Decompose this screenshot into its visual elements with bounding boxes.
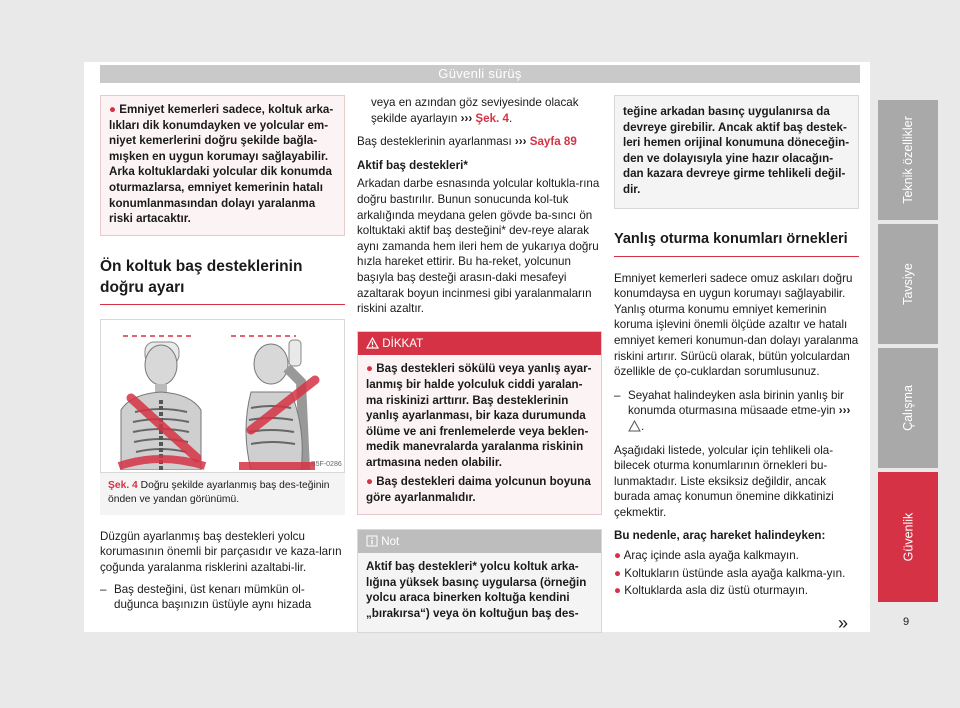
active-paragraph: Arkadan darbe esnasında yolcular koltukla-rına doğru bastırılır. Bunun sonucunda kol-tuk arkalığında meydana gelen gövde ba-sıncı ön koltuktaki aktif baş desteğini* dev-reye alarak aynı zamanda hem ileri hem de yukarıya doğru hızla hareket ettirir. Bu ha-reket, yolcunun başıyla baş desteği arasın-daki mesafeyi azaltarak boyun incinmesi gibi yaralanmaların riskini azaltır. bbox=[357, 177, 600, 316]
list-item: ● Araç içinde asla ayağa kalkmayın. bbox=[614, 549, 799, 563]
sidetab-teknik[interactable]: Teknik özellikler bbox=[878, 100, 938, 220]
figure-code: B5F-0286 bbox=[311, 460, 342, 468]
dash-item: – Seyahat halindeyken asla birinin yanlış bir konumda oturmasına müsaade etme-yin ››› . bbox=[614, 388, 859, 435]
note-header bbox=[358, 530, 601, 554]
headrest-illustration bbox=[101, 320, 344, 470]
figure-headrest bbox=[100, 319, 345, 473]
section-heading-2: Yanlış oturma konumları örnekleri bbox=[614, 229, 859, 257]
list-item: ● Koltuklarda asla diz üstü oturmayın. bbox=[614, 584, 808, 598]
caution-title: DİKKAT bbox=[382, 336, 424, 350]
sidetab-calisma[interactable]: Çalışma bbox=[878, 348, 938, 468]
caution-item: ● Baş destekleri sökülü veya yanlış ayar-lanmış bir halde yolculuk ciddi yaralan-ma riskinizi arttırır. Baş desteklerinin yanlış ayarlanması, bir kaza durumunda ölüme ve ani frenlemelerde veya beklen-medik manevralarda yaralanma riskinin artmasına neden olabilir. bbox=[366, 362, 592, 469]
caution-item: ● Baş destekleri daima yolcunun boyuna göre ayarlanmalıdır. bbox=[366, 475, 591, 505]
bullet-icon: ● bbox=[109, 103, 117, 116]
caption-text: Doğru şekilde ayarlanmış baş des-teğinin önden ve yandan görünümü. bbox=[108, 479, 330, 505]
continued-text: veya en azından göz seviyesinde olacak şekilde ayarlayın bbox=[371, 96, 579, 125]
page-link[interactable]: Sayfa 89 bbox=[529, 135, 577, 149]
sidetab-guvenlik[interactable]: Güvenlik bbox=[878, 472, 938, 602]
side-view-skeleton bbox=[231, 336, 315, 470]
list-item: ● Koltukların üstünde asla ayağa kalkma-yın. bbox=[614, 566, 846, 580]
continue-icon: » bbox=[838, 613, 849, 633]
column-2 bbox=[357, 95, 602, 633]
caution-body bbox=[358, 355, 601, 513]
continued-paragraph: veya en azından göz seviyesinde olacak şekilde ayarlayın ››› Şek. 4. bbox=[371, 96, 579, 125]
note-box bbox=[357, 529, 602, 633]
note-continuation: teğine arkadan basınç uygulanırsa da devreye girebilir. Ancak aktif baş destek-leri hemen orijinal konumuna döneceğin-den ve dolayısıyla yine hazır olacağın-dan kazara devreye girme tehlikeli değil-dir. bbox=[614, 95, 859, 209]
body-paragraph-2: Aşağıdaki listede, yolcular için tehlikeli ola-bilecek oturma konumlarının örnekleri bu-lunmaktadır. Liste eksiksiz değildir, ancak burada amaç konumun önemine dikkatinizi çekmektir. bbox=[614, 443, 834, 519]
warning-box bbox=[100, 95, 345, 236]
sidetab-tavsiye[interactable]: Tavsiye bbox=[878, 224, 938, 344]
info-icon bbox=[366, 535, 378, 547]
caution-header bbox=[358, 332, 601, 356]
body-paragraph-1: Emniyet kemerleri sadece omuz askıları doğru konumdaysa en uygun korumayı sağlayabilir. Yanlış oturma konumu emniyet kemerinin koruma işlevini önemli ölçüde azaltır ve hatalı emniyet kemeri konumun-dan dolayı yaralanma riskini artırır. Sürücü olarak, bütün yolculardan özellikle de ço-cuklardan sorumlusunuz. bbox=[614, 271, 859, 379]
section-header: Güvenli sürüş bbox=[100, 65, 860, 83]
figure-caption bbox=[100, 473, 345, 515]
page-number: 9 bbox=[903, 616, 910, 628]
warning-triangle-icon[interactable] bbox=[628, 420, 641, 432]
warning-triangle-icon bbox=[366, 337, 379, 349]
column-1 bbox=[100, 95, 345, 613]
bold-line: Bu nedenle, araç hareket halindeyken: bbox=[614, 529, 826, 543]
setting-text: Baş desteklerinin ayarlanması bbox=[357, 135, 512, 149]
note-body: Aktif baş destekleri* yolcu koltuk arka-lığına yüksek basınç uygularsa (örneğin yolcu araca binerken koltuğa kendini „bırakırsa“) veya ön koltuğun baş des- bbox=[358, 553, 601, 631]
warning-text: Emniyet kemerleri sadece, koltuk arka-lıkları dik konumdayken ve yolcular em-niyet kemerlerini doğru şekilde bağla-mışken en uygun korumayı sağlayabilir. Arka koltuklardaki yolcular dik konumda oturmazlarsa, emniyet kemerinin hatalı konumlanmasından dolayı yaralanma riski artacaktır. bbox=[109, 103, 334, 226]
setting-paragraph: Baş desteklerinin ayarlanması ››› Sayfa 89 bbox=[357, 135, 577, 149]
note-title: Not bbox=[381, 534, 400, 548]
active-heading: Aktif baş destekleri* bbox=[357, 158, 468, 172]
front-view-skeleton bbox=[119, 334, 205, 470]
caption-ref: Şek. 4 bbox=[108, 479, 138, 491]
figure-link[interactable]: Şek. 4 bbox=[475, 111, 509, 125]
body-paragraph: Düzgün ayarlanmış baş destekleri yolcu korumasının önemli bir parçasıdır ve kaza-ların çoğunda yaralanma risklerini azaltabi-lir. bbox=[100, 529, 342, 574]
list-item: – Baş desteğini, üst kenarı mümkün ol-duğunca başınızın üstüyle aynı hizada bbox=[100, 582, 345, 613]
section-heading: Ön koltuk baş desteklerinin doğru ayarı bbox=[100, 256, 345, 305]
caution-box bbox=[357, 331, 602, 515]
column-3 bbox=[614, 95, 859, 599]
